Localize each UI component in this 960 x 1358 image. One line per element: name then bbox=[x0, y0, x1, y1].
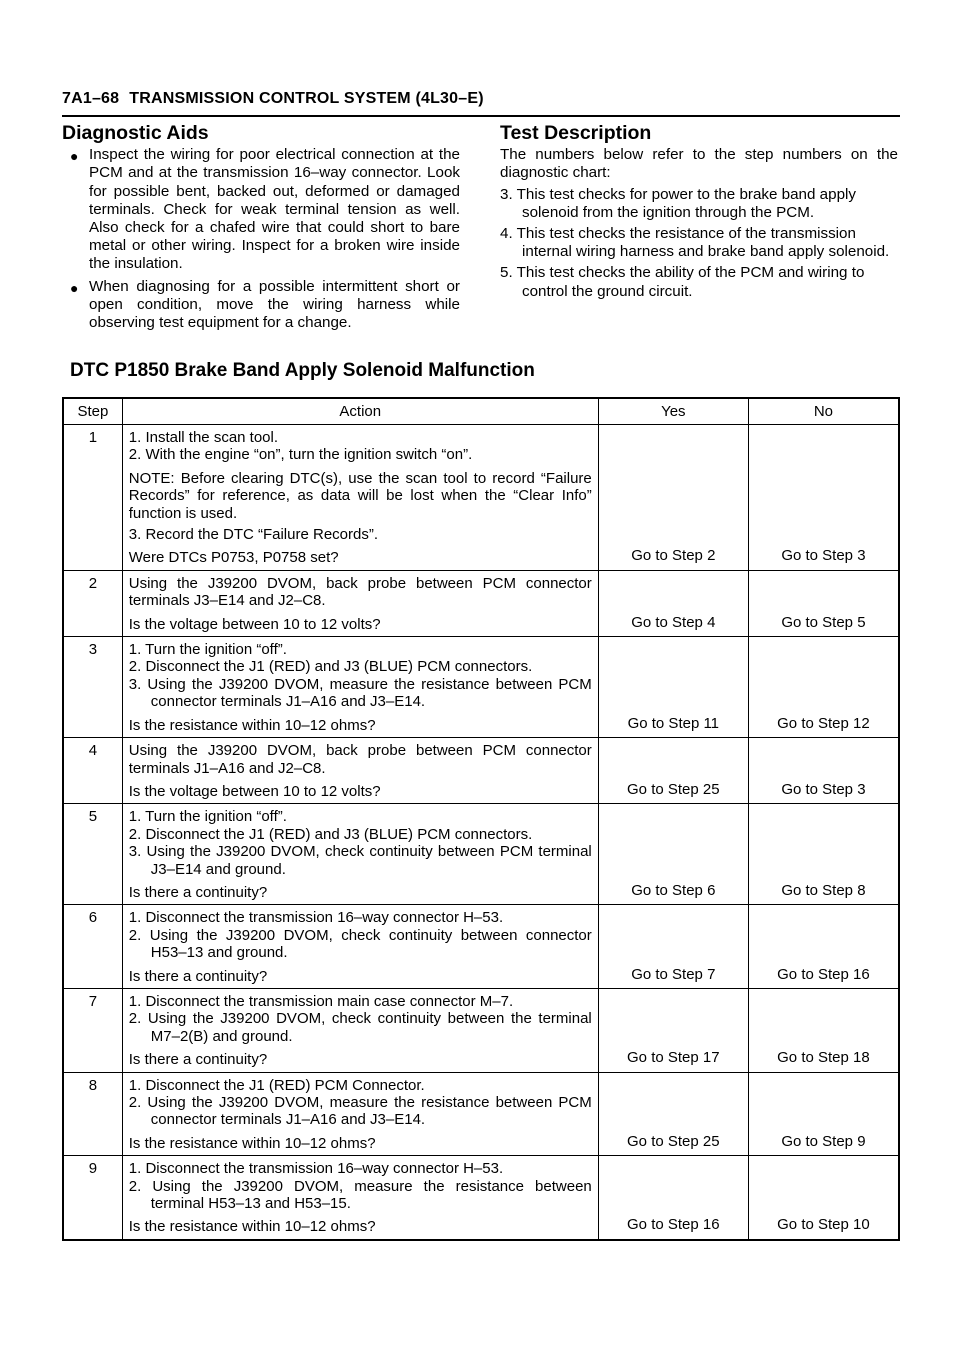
action-question: Is the resistance within 10–12 ohms? bbox=[128, 1218, 376, 1236]
header-no: No bbox=[748, 398, 899, 425]
action-line: 2. With the engine “on”, turn the ignition switch “on”. bbox=[128, 446, 473, 464]
action-line: 1. Disconnect the transmission 16–way connector H–53. bbox=[128, 909, 504, 927]
step-number: 4 bbox=[63, 738, 122, 804]
action-cell bbox=[122, 804, 598, 905]
action-line: 2. Using the J39200 DVOM, measure the resistance between PCM connector terminals J1–A16 and J3–E14. bbox=[128, 1094, 592, 1129]
table-row bbox=[63, 570, 899, 636]
action-cell bbox=[122, 1072, 598, 1156]
action-line: 2. Disconnect the J1 (RED) and J3 (BLUE) PCM connectors. bbox=[128, 825, 533, 843]
yes-result: Go to Step 7 bbox=[598, 905, 748, 989]
no-result: Go to Step 5 bbox=[748, 570, 899, 636]
header-step: Step bbox=[63, 398, 122, 425]
action-line: 2. Using the J39200 DVOM, measure the resistance between terminal H53–13 and H53–15. bbox=[128, 1177, 592, 1213]
action-line: 3. Record the DTC “Failure Records”. bbox=[128, 526, 379, 544]
action-cell bbox=[122, 570, 598, 636]
page-header bbox=[62, 90, 484, 108]
table-row bbox=[63, 425, 899, 571]
diagnostic-aid-text: Inspect the wiring for poor electrical connection at the PCM and at the transmission 16–way connector. Look for possible bent, backed out, deformed or damaged terminals. Check for weak terminal tension as well. Also check for a chafed wire that could short to bare metal or other wiring. Inspect for a broken wire inside the insulation. bbox=[89, 146, 460, 273]
step-number: 3 bbox=[63, 637, 122, 738]
table-row bbox=[63, 1156, 899, 1240]
step-number: 2 bbox=[63, 570, 122, 636]
action-cell bbox=[122, 905, 598, 989]
table-row bbox=[63, 738, 899, 804]
yes-result: Go to Step 2 bbox=[598, 425, 748, 571]
yes-result: Go to Step 25 bbox=[598, 1072, 748, 1156]
action-line: 1. Disconnect the transmission 16–way connector H–53. bbox=[128, 1160, 504, 1178]
action-line: 3. Using the J39200 DVOM, measure the resistance between PCM connector terminals J1–A16 and J3–E14. bbox=[128, 675, 592, 711]
action-question: Is there a continuity? bbox=[128, 883, 268, 901]
bullet-icon: ● bbox=[70, 279, 79, 296]
section-title: TRANSMISSION CONTROL SYSTEM (4L30–E) bbox=[129, 90, 484, 107]
action-line: 3. Using the J39200 DVOM, check continuity between PCM terminal J3–E14 and ground. bbox=[128, 843, 592, 878]
action-text: Using the J39200 DVOM, back probe between PCM connector terminals J3–E14 and J2–C8. bbox=[128, 574, 592, 610]
yes-result: Go to Step 6 bbox=[598, 804, 748, 905]
yes-result: Go to Step 11 bbox=[598, 637, 748, 738]
test-description-intro: The numbers below refer to the step numbers on the diagnostic chart: bbox=[500, 146, 898, 182]
header-action: Action bbox=[122, 398, 598, 425]
header-yes: Yes bbox=[598, 398, 748, 425]
test-description-title: Test Description bbox=[500, 122, 652, 144]
no-result: Go to Step 3 bbox=[748, 738, 899, 804]
action-cell bbox=[122, 1156, 598, 1240]
test-description-section bbox=[500, 124, 898, 304]
test-description-item: 3. This test checks for power to the brake band apply solenoid from the ignition through the PCM. bbox=[500, 185, 856, 221]
action-line: 1. Disconnect the J1 (RED) PCM Connector. bbox=[128, 1076, 425, 1094]
diagnostic-aid-text: When diagnosing for a possible intermittent short or open condition, move the wiring harness while observing test equipment for a change. bbox=[89, 277, 460, 332]
action-question: Is there a continuity? bbox=[128, 967, 268, 985]
action-question: Is the voltage between 10 to 12 volts? bbox=[128, 615, 381, 633]
no-result: Go to Step 12 bbox=[748, 637, 899, 738]
action-line: 1. Install the scan tool. bbox=[128, 429, 279, 446]
action-cell bbox=[122, 738, 598, 804]
no-result: Go to Step 3 bbox=[748, 425, 899, 571]
test-description-item: 5. This test checks the ability of the PCM and wiring to control the ground circuit. bbox=[500, 264, 865, 300]
yes-result: Go to Step 4 bbox=[598, 570, 748, 636]
dtc-title: DTC P1850 Brake Band Apply Solenoid Malfunction bbox=[70, 360, 535, 381]
step-number: 5 bbox=[63, 804, 122, 905]
table-row bbox=[63, 637, 899, 738]
diagnostic-aid-item bbox=[62, 146, 460, 273]
diagnostic-aids-section bbox=[62, 124, 460, 336]
table-row bbox=[63, 905, 899, 989]
action-question: Is the resistance within 10–12 ohms? bbox=[128, 716, 376, 734]
step-number: 8 bbox=[63, 1072, 122, 1156]
header-rule bbox=[62, 115, 900, 117]
action-question: Is the voltage between 10 to 12 volts? bbox=[128, 782, 381, 800]
action-line: 1. Turn the ignition “off”. bbox=[128, 808, 287, 826]
action-question: Were DTCs P0753, P0758 set? bbox=[128, 549, 339, 567]
action-line: 2. Disconnect the J1 (RED) and J3 (BLUE) PCM connectors. bbox=[128, 658, 533, 676]
action-line: 2. Using the J39200 DVOM, check continuity between the terminal M7–2(B) and ground. bbox=[128, 1010, 592, 1045]
no-result: Go to Step 10 bbox=[748, 1156, 899, 1240]
action-note: NOTE: Before clearing DTC(s), use the scan tool to record “Failure Records” for reference, as data will be lost when the “Clear Info” function is used. bbox=[128, 469, 592, 522]
table-row bbox=[63, 988, 899, 1072]
test-description-item: 4. This test checks the resistance of the transmission internal wiring harness and brake band apply solenoid. bbox=[500, 225, 890, 261]
step-number: 6 bbox=[63, 905, 122, 989]
action-cell bbox=[122, 425, 598, 571]
diagnostic-table bbox=[62, 397, 900, 1241]
action-cell bbox=[122, 637, 598, 738]
yes-result: Go to Step 17 bbox=[598, 988, 748, 1072]
yes-result: Go to Step 16 bbox=[598, 1156, 748, 1240]
yes-result: Go to Step 25 bbox=[598, 738, 748, 804]
no-result: Go to Step 16 bbox=[748, 905, 899, 989]
action-text: Using the J39200 DVOM, back probe between PCM connector terminals J1–A16 and J2–C8. bbox=[128, 742, 592, 777]
action-line: 1. Disconnect the transmission main case connector M–7. bbox=[128, 992, 514, 1010]
step-number: 1 bbox=[63, 425, 122, 571]
table-header-row bbox=[63, 398, 899, 425]
table-row bbox=[63, 804, 899, 905]
no-result: Go to Step 8 bbox=[748, 804, 899, 905]
action-question: Is there a continuity? bbox=[128, 1051, 268, 1069]
action-line: 1. Turn the ignition “off”. bbox=[128, 641, 287, 659]
table-row bbox=[63, 1072, 899, 1156]
page-code: 7A1–68 bbox=[62, 90, 120, 107]
no-result: Go to Step 9 bbox=[748, 1072, 899, 1156]
action-question: Is the resistance within 10–12 ohms? bbox=[128, 1134, 376, 1152]
action-cell bbox=[122, 988, 598, 1072]
action-line: 2. Using the J39200 DVOM, check continuity between connector H53–13 and ground. bbox=[128, 926, 592, 962]
diagnostic-aids-title: Diagnostic Aids bbox=[62, 122, 209, 144]
step-number: 7 bbox=[63, 988, 122, 1072]
bullet-icon: ● bbox=[70, 148, 79, 165]
step-number: 9 bbox=[63, 1156, 122, 1240]
diagnostic-aid-item bbox=[62, 278, 460, 333]
no-result: Go to Step 18 bbox=[748, 988, 899, 1072]
